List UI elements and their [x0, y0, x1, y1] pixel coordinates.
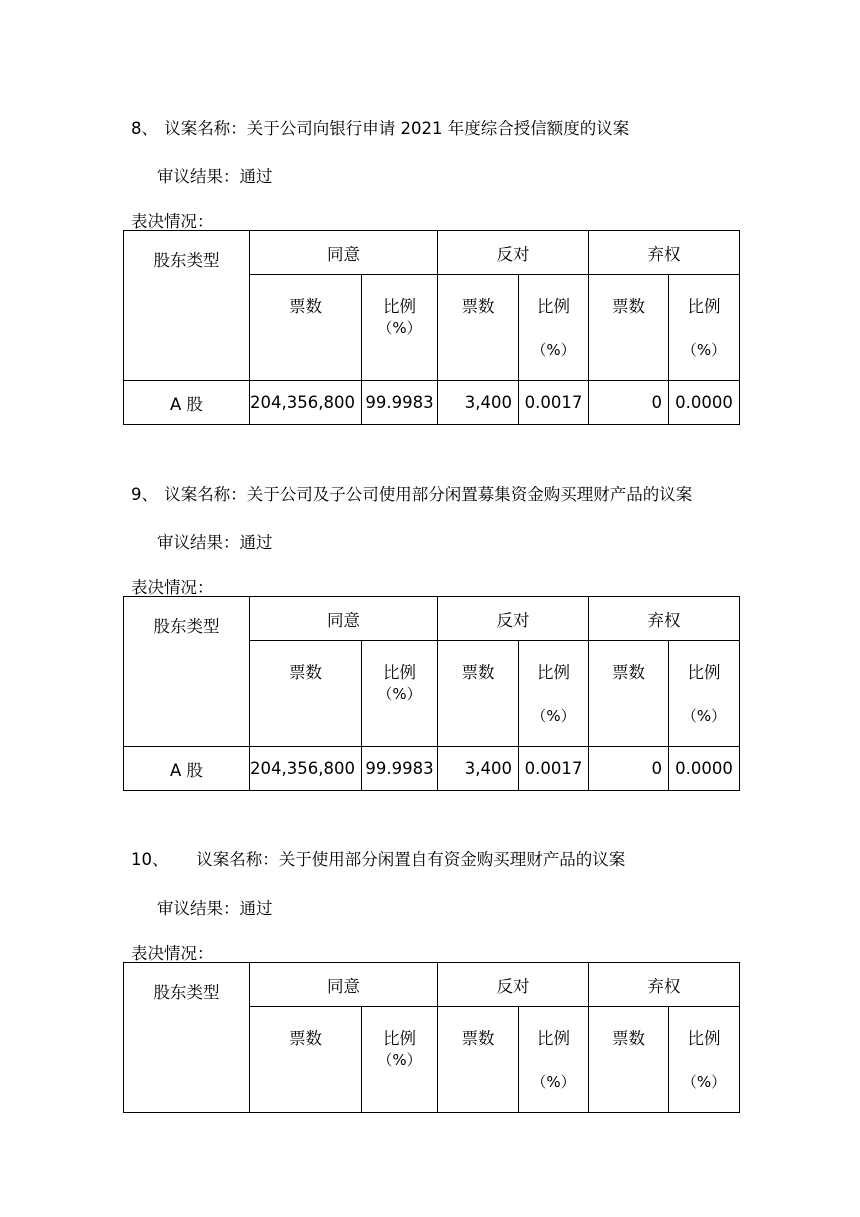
cell-oppose-votes: 3,400: [438, 381, 519, 425]
header-agree-ratio: 比例（%）: [362, 641, 438, 747]
section-9-vote-label: 表决情况：: [131, 578, 214, 597]
header-abstain-votes: 票数: [589, 275, 669, 381]
section-10-vote-table: [123, 962, 740, 1113]
section-10-vote-label: 表决情况：: [131, 944, 214, 963]
header-agree: 同意: [250, 231, 438, 275]
section-8-vote-table: [123, 230, 740, 425]
cell-oppose-ratio: 0.0017: [519, 381, 589, 425]
header-abstain-votes: 票数: [589, 641, 669, 747]
table-row: [124, 747, 740, 791]
header-oppose-votes: 票数: [438, 641, 519, 747]
cell-agree-ratio: 99.9983: [362, 381, 438, 425]
header-abstain-ratio: 比例 （%）: [669, 641, 740, 747]
cell-abstain-ratio: 0.0000: [669, 381, 740, 425]
section-number: 8、: [131, 119, 158, 138]
header-abstain: 弃权: [589, 597, 740, 641]
header-oppose-ratio: 比例 （%）: [519, 1007, 589, 1113]
header-agree-votes: 票数: [250, 275, 362, 381]
header-abstain-votes: 票数: [589, 1007, 669, 1113]
header-oppose: 反对: [438, 231, 589, 275]
header-oppose-ratio: 比例 （%）: [519, 641, 589, 747]
header-agree: 同意: [250, 963, 438, 1007]
cell-oppose-votes: 3,400: [438, 747, 519, 791]
section-8-result: 审议结果：通过: [157, 167, 273, 186]
cell-abstain-votes: 0: [589, 747, 669, 791]
table-row: [124, 381, 740, 425]
header-shareholder-type: 股东类型: [124, 597, 250, 747]
header-oppose-votes: 票数: [438, 275, 519, 381]
motion-title: 议案名称：关于公司向银行申请 2021 年度综合授信额度的议案: [164, 119, 630, 138]
header-agree: 同意: [250, 597, 438, 641]
header-abstain: 弃权: [589, 963, 740, 1007]
header-agree-ratio: 比例（%）: [362, 275, 438, 381]
cell-abstain-votes: 0: [589, 381, 669, 425]
section-9-title: [131, 481, 692, 505]
section-9-result: 审议结果：通过: [157, 533, 273, 552]
section-8-title: [131, 115, 629, 139]
cell-oppose-ratio: 0.0017: [519, 747, 589, 791]
cell-abstain-ratio: 0.0000: [669, 747, 740, 791]
header-oppose: 反对: [438, 597, 589, 641]
header-agree-votes: 票数: [250, 641, 362, 747]
header-shareholder-type: 股东类型: [124, 963, 250, 1113]
header-abstain-ratio: 比例 （%）: [669, 1007, 740, 1113]
motion-title: 议案名称：关于使用部分闲置自有资金购买理财产品的议案: [196, 850, 626, 869]
cell-agree-votes: 204,356,800: [250, 381, 362, 425]
cell-type: A 股: [124, 381, 250, 425]
motion-title: 议案名称：关于公司及子公司使用部分闲置募集资金购买理财产品的议案: [164, 485, 693, 504]
section-8-vote-label: 表决情况：: [131, 212, 214, 231]
header-agree-votes: 票数: [250, 1007, 362, 1113]
header-oppose-ratio: 比例 （%）: [519, 275, 589, 381]
header-shareholder-type: 股东类型: [124, 231, 250, 381]
section-10-title: [131, 846, 625, 870]
section-9-vote-table: [123, 596, 740, 791]
header-oppose: 反对: [438, 963, 589, 1007]
section-number: 9、: [131, 485, 158, 504]
cell-agree-ratio: 99.9983: [362, 747, 438, 791]
header-oppose-votes: 票数: [438, 1007, 519, 1113]
header-abstain-ratio: 比例 （%）: [669, 275, 740, 381]
header-abstain: 弃权: [589, 231, 740, 275]
section-number: 10、: [131, 850, 169, 869]
cell-agree-votes: 204,356,800: [250, 747, 362, 791]
cell-type: A 股: [124, 747, 250, 791]
section-10-result: 审议结果：通过: [157, 899, 273, 918]
header-agree-ratio: 比例（%）: [362, 1007, 438, 1113]
